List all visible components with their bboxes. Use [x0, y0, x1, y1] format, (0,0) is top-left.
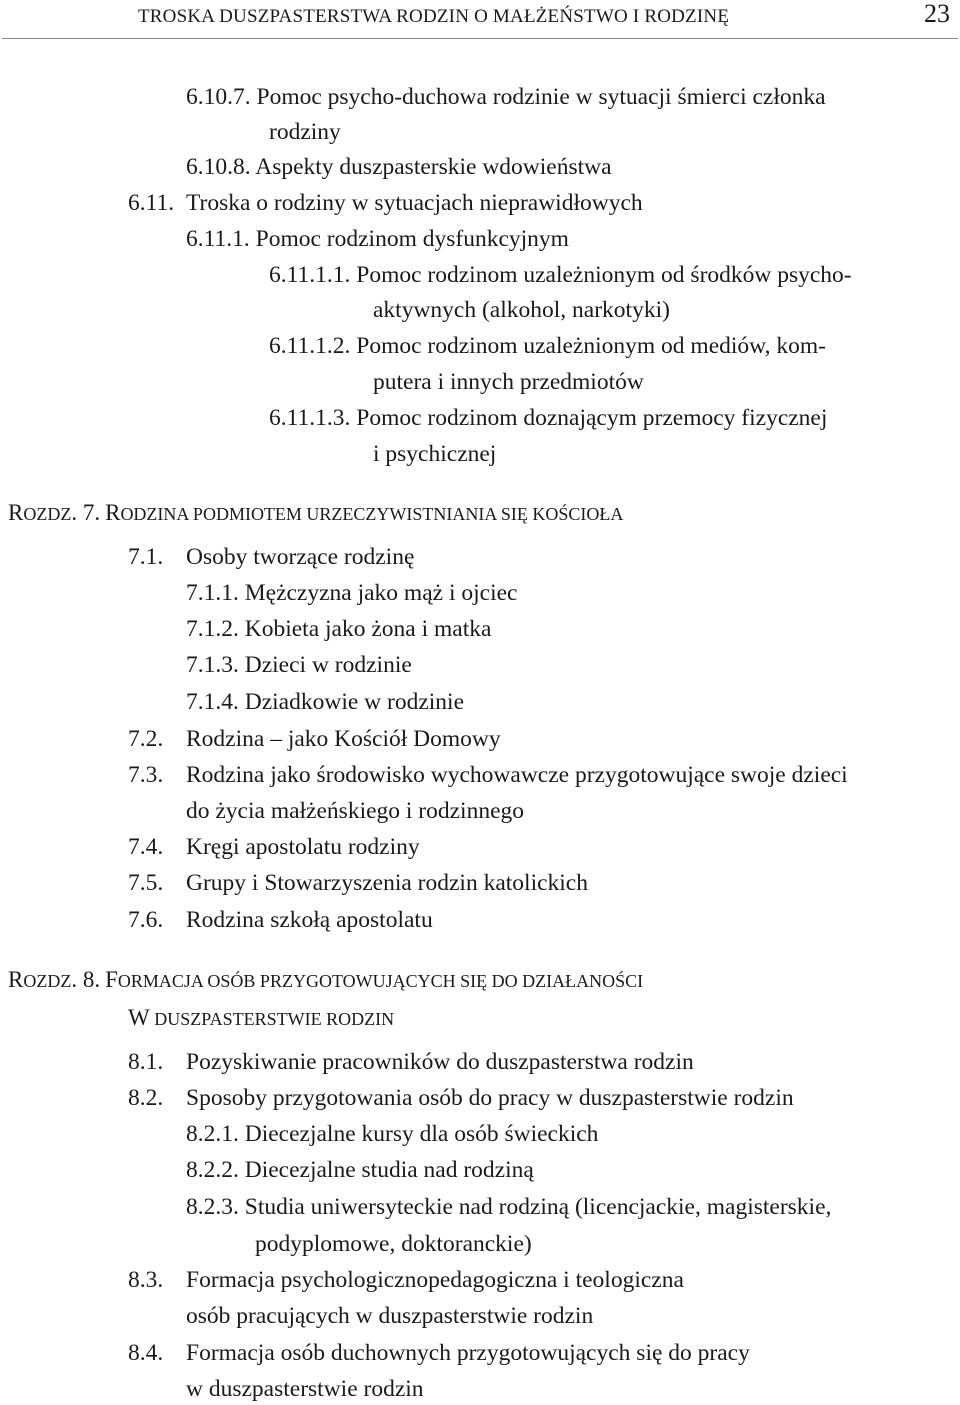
toc-entry-continuation: podyplomowe, doktoranckie) — [255, 1231, 532, 1257]
chapter-title: ORMACJA OSÓB PRZYGOTOWUJĄCYCH SIĘ DO DZIAŁANOŚCI — [117, 971, 644, 991]
toc-entry-title: Pozyskiwanie pracowników do duszpasterstwa rodzin — [186, 1049, 694, 1075]
toc-entry — [186, 1155, 534, 1185]
toc-entry-title: Diecezjalne kursy dla osób świeckich — [244, 1121, 599, 1147]
chapter-label-initial: R — [8, 500, 24, 525]
toc-entry-title: Studia uniwersyteckie nad rodziną (licencjackie, magisterskie, — [244, 1194, 832, 1220]
chapter-title-initial: R — [105, 500, 121, 525]
toc-entry-number: 7.3. — [128, 762, 164, 788]
toc-entry — [128, 1338, 750, 1368]
toc-entry-title: Diecezjalne studia nad rodziną — [244, 1157, 534, 1183]
toc-entry-title: Sposoby przygotowania osób do pracy w duszpasterstwie rodzin — [186, 1085, 794, 1111]
toc-entry — [128, 1047, 694, 1077]
header-rule — [2, 38, 958, 39]
toc-entry-number: 7.1.3. — [186, 652, 239, 678]
toc-entry-title: Kręgi apostolatu rodziny — [186, 834, 420, 860]
toc-entry-title: Formacja osób duchownych przygotowujących się do pracy — [186, 1340, 750, 1366]
toc-entry — [128, 188, 643, 218]
toc-entry-number: 8.4. — [128, 1340, 164, 1366]
chapter-title: DUSZPASTERSTWIE RODZIN — [149, 1009, 395, 1029]
running-title: TROSKA DUSZPASTERSTWA RODZIN O MAŁŻEŃSTWO I RODZINĘ — [138, 6, 730, 27]
toc-entry-title: Pomoc rodzinom uzależnionym od mediów, kom- — [356, 333, 826, 359]
toc-entry-title: Dzieci w rodzinie — [244, 652, 412, 678]
chapter-label-initial: R — [8, 967, 24, 992]
toc-entry-number: 6.11. — [128, 190, 175, 216]
toc-entry — [128, 832, 420, 862]
toc-entry-continuation: w duszpasterstwie rodzin — [186, 1376, 424, 1402]
chapter-heading — [8, 500, 623, 526]
toc-entry — [269, 260, 852, 290]
toc-entry — [269, 403, 827, 433]
toc-entry-title: Mężczyzna jako mąż i ojciec — [244, 580, 518, 606]
toc-entry-title: Pomoc rodzinom dysfunkcyjnym — [255, 226, 569, 252]
chapter-heading — [8, 967, 643, 993]
toc-entry — [186, 1192, 831, 1222]
toc-entry-title: Pomoc rodzinom doznającym przemocy fizycznej — [356, 405, 828, 431]
toc-entry-continuation: putera i innych przedmiotów — [373, 369, 644, 395]
chapter-label: OZDZ — [23, 504, 72, 524]
toc-entry — [128, 905, 433, 935]
toc-entry-number: 8.1. — [128, 1049, 164, 1075]
toc-entry-title: Aspekty duszpasterskie wdowieństwa — [255, 154, 612, 180]
chapter-title-initial: W — [128, 1005, 150, 1030]
toc-entry-title: Grupy i Stowarzyszenia rodzin katolickich — [186, 870, 588, 896]
toc-entry-number: 6.11.1.3. — [269, 405, 351, 431]
running-header — [0, 0, 960, 40]
page-number: 23 — [924, 0, 950, 28]
toc-entry — [186, 152, 612, 182]
toc-entry — [128, 1265, 684, 1295]
chapter-number: . 8. — [71, 967, 101, 992]
toc-entry-number: 6.10.8. — [186, 154, 251, 180]
toc-entry-number: 6.11.1.1. — [269, 262, 351, 288]
toc-entry-continuation: osób pracujących w duszpasterstwie rodzin — [186, 1303, 594, 1329]
toc-entry-title: Troska o rodziny w sytuacjach nieprawidłowych — [186, 190, 643, 216]
toc-entry-title: Osoby tworzące rodzinę — [186, 544, 415, 570]
chapter-title-initial: F — [105, 967, 118, 992]
toc-entry-number: 8.2. — [128, 1085, 164, 1111]
toc-entry — [128, 760, 848, 790]
toc-entry-continuation: aktywnych (alkohol, narkotyki) — [373, 297, 670, 323]
chapter-label: OZDZ — [23, 971, 72, 991]
toc-entry — [186, 82, 826, 112]
toc-entry-continuation: do życia małżeńskiego i rodzinnego — [186, 798, 525, 824]
chapter-title: ODZINA PODMIOTEM URZECZYWISTNIANIA SIĘ KOŚCIOŁA — [120, 504, 624, 524]
toc-entry — [128, 868, 588, 898]
toc-entry-number: 7.1. — [128, 544, 164, 570]
toc-entry — [128, 542, 414, 572]
toc-entry-title: Pomoc rodzinom uzależnionym od środków psycho- — [356, 262, 852, 288]
toc-entry-number: 6.11.1. — [186, 226, 250, 252]
toc-entry-title: Rodzina jako środowisko wychowawcze przygotowujące swoje dzieci — [186, 762, 848, 788]
toc-entry-continuation: i psychicznej — [373, 441, 497, 467]
toc-entry — [186, 614, 491, 644]
toc-entry — [128, 724, 501, 754]
toc-entry-continuation: rodziny — [269, 119, 341, 145]
toc-entry-number: 7.1.4. — [186, 689, 239, 715]
toc-entry-number: 8.2.1. — [186, 1121, 239, 1147]
toc-entry-number: 7.6. — [128, 907, 164, 933]
toc-entry-number: 8.2.2. — [186, 1157, 239, 1183]
toc-entry-title: Kobieta jako żona i matka — [244, 616, 492, 642]
toc-entry-number: 8.2.3. — [186, 1194, 239, 1220]
toc-entry — [186, 1119, 598, 1149]
toc-entry-number: 7.1.2. — [186, 616, 239, 642]
toc-entry-number: 6.11.1.2. — [269, 333, 351, 359]
toc-entry-title: Pomoc psycho-duchowa rodzinie w sytuacji śmierci członka — [256, 84, 826, 110]
toc-entry — [186, 578, 517, 608]
toc-entry-title: Rodzina – jako Kościół Domowy — [186, 726, 501, 752]
toc-entry — [128, 1083, 794, 1113]
chapter-number: . 7. — [71, 500, 101, 525]
toc-entry — [186, 687, 464, 717]
toc-entry-number: 7.5. — [128, 870, 164, 896]
toc-entry-number: 6.10.7. — [186, 84, 251, 110]
toc-entry — [186, 224, 569, 254]
toc-entry-title: Dziadkowie w rodzinie — [244, 689, 465, 715]
chapter-title-continuation — [128, 1005, 394, 1031]
toc-entry — [269, 331, 826, 361]
toc-entry-number: 7.2. — [128, 726, 164, 752]
toc-entry-number: 7.4. — [128, 834, 164, 860]
toc-entry-title: Rodzina szkołą apostolatu — [186, 907, 433, 933]
toc-entry — [186, 650, 412, 680]
toc-entry-number: 8.3. — [128, 1267, 164, 1293]
toc-entry-number: 7.1.1. — [186, 580, 239, 606]
toc-entry-title: Formacja psychologicznopedagogiczna i teologiczna — [186, 1267, 684, 1293]
